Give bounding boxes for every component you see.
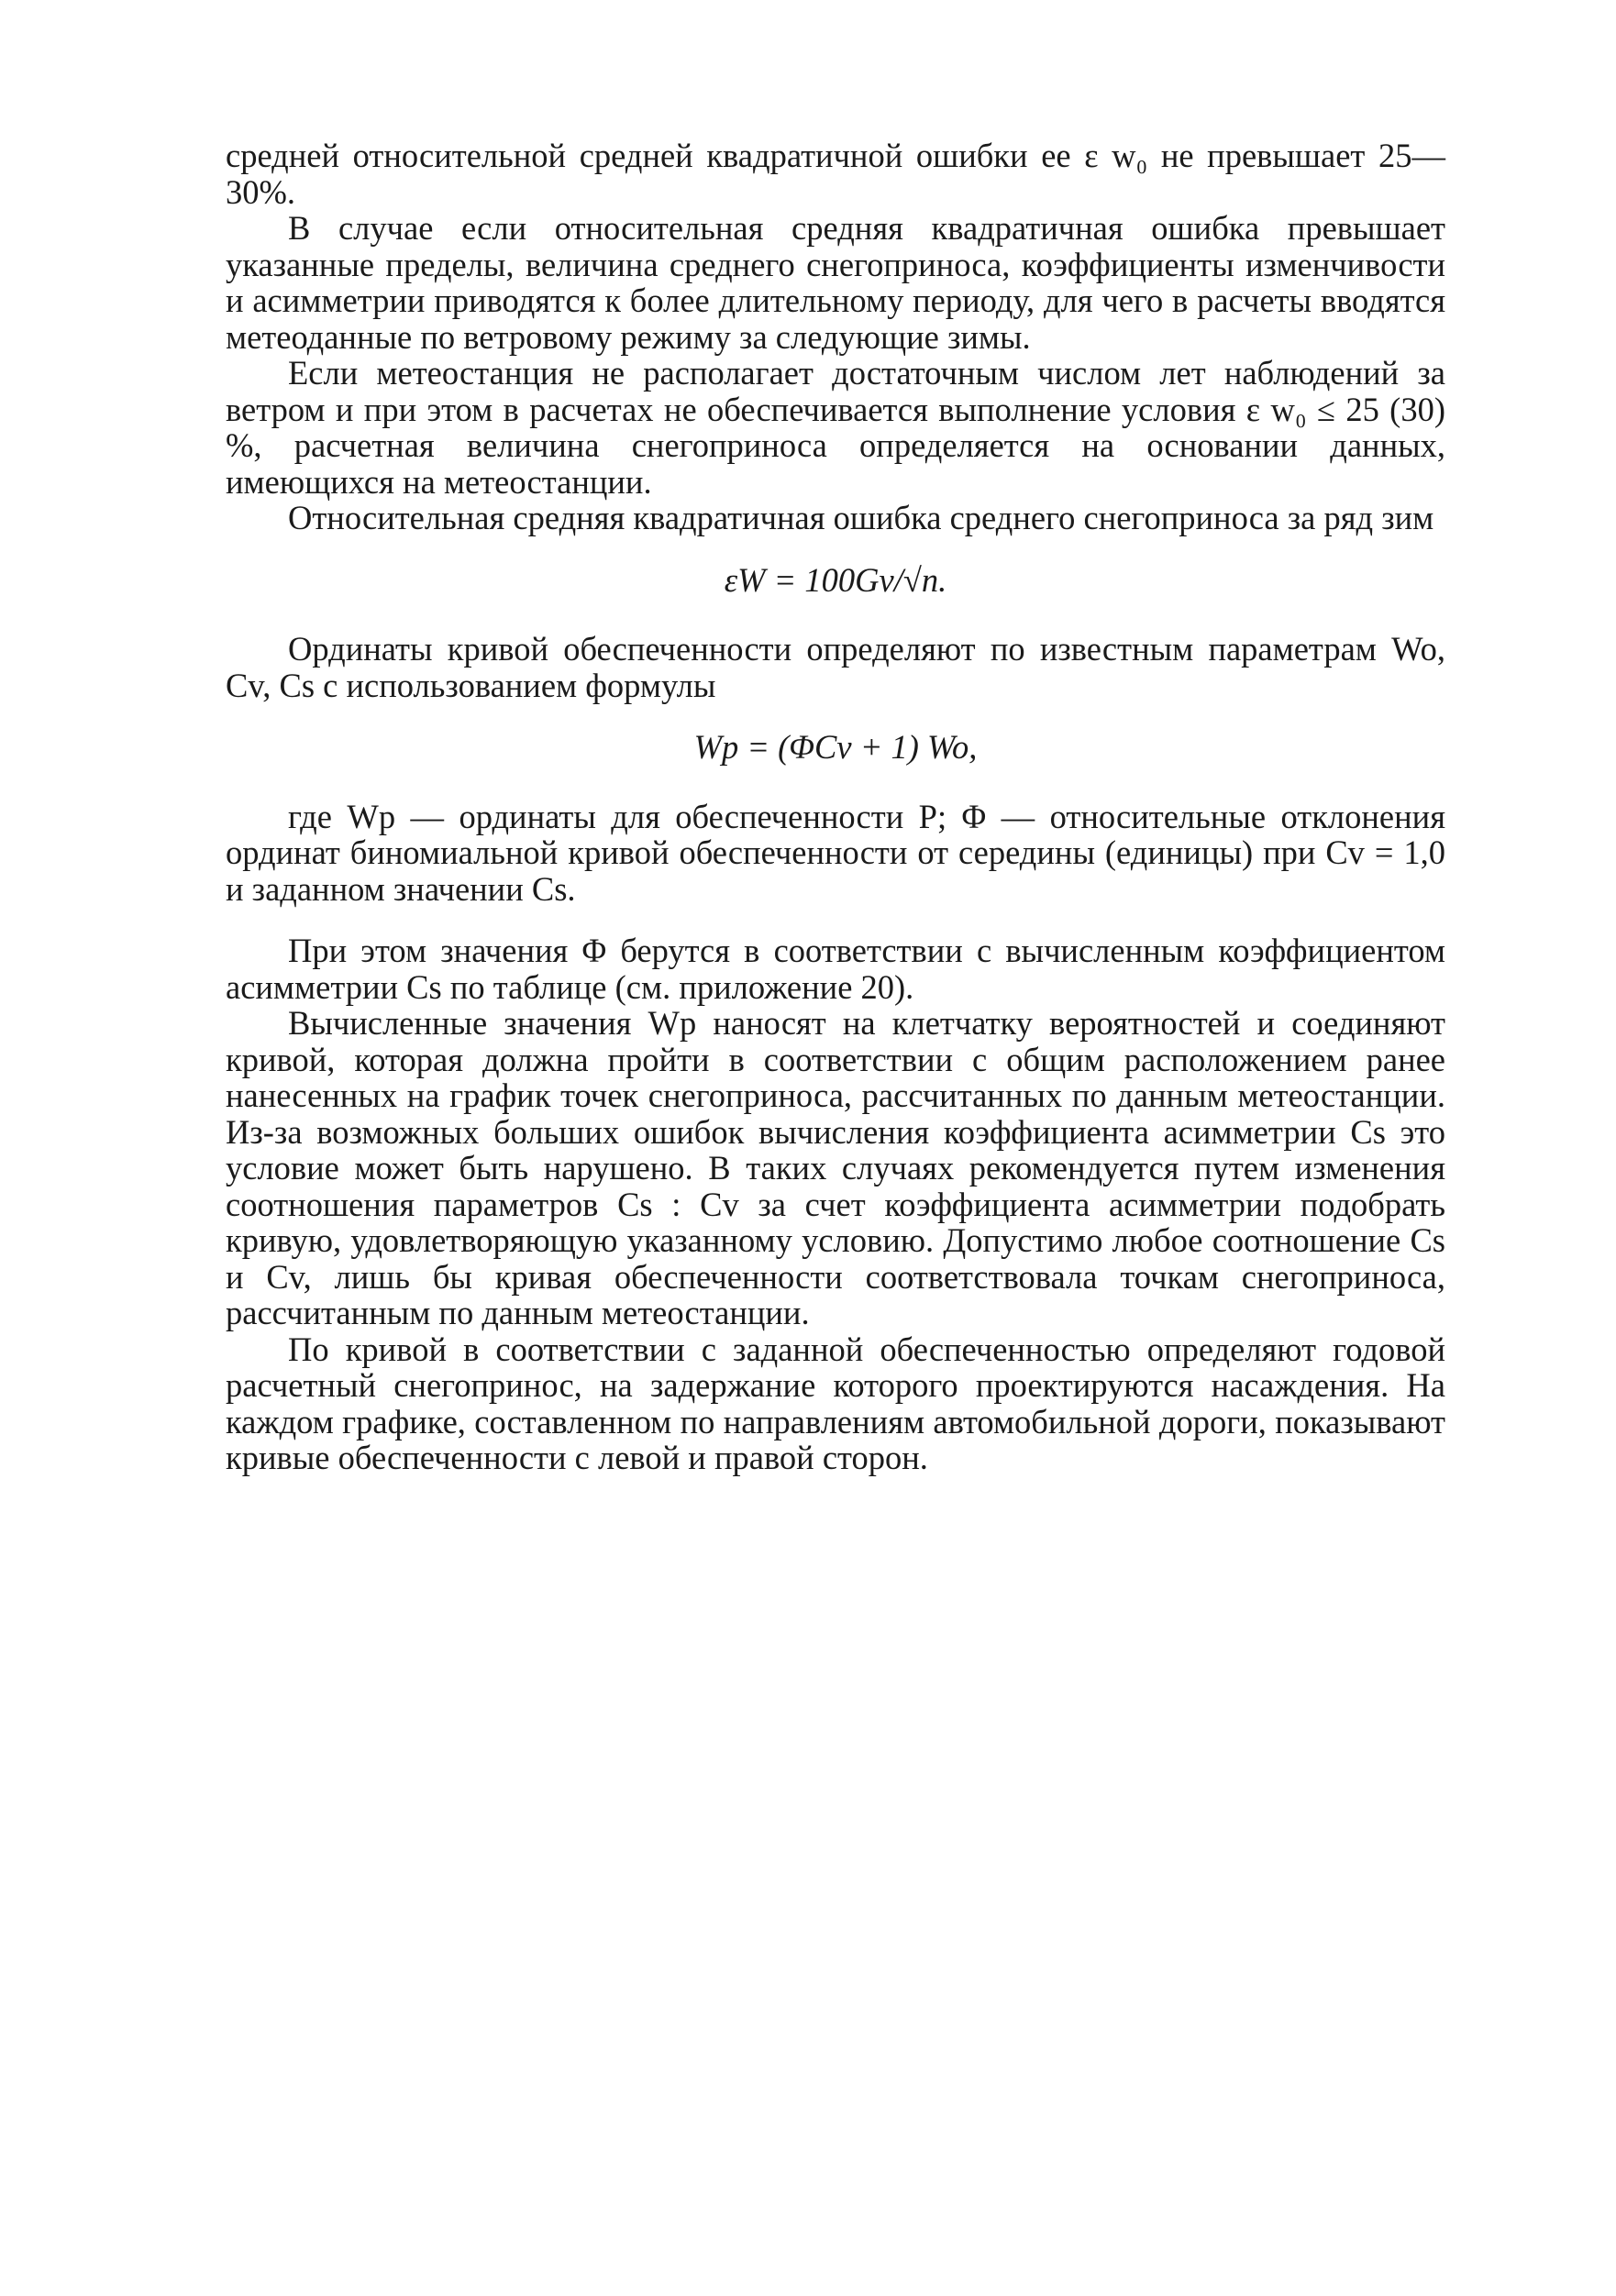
paragraph-6: где Wp — ординаты для обеспеченности P; Φ — относительные отклонения ординат биномиальной кривой обеспеченности от середины (единицы) при Cv = 1,0 и заданном значении Cs. (226, 797, 1445, 908)
paragraph-9: По кривой в соответствии с заданной обеспеченностью определяют годовой расчетный снегопринос, на задержание которого проектируются насаждения. На каждом графике, составленном по направлениям автомобильной дороги, показывают кривые обеспеченности с левой и правой сторон. (226, 1330, 1445, 1476)
document-page (226, 138, 1445, 1476)
formula-ordinates: Wp = (ΦCv + 1) Wo, (693, 728, 978, 766)
paragraph-8: Вычисленные значения Wp наносят на клетчатку вероятностей и соединяют кривой, которая должна пройти в соответствии с общим расположением ранее нанесенных на график точек снегоприноса, рассчитанных по данным метеостанции. Из-за возможных больших ошибок вычисления коэффициента асимметрии Cs это условие может быть нарушено. В таких случаях рекомендуется путем изменения соотношения параметров Cs : Cv за счет коэффициента асимметрии подобрать кривую, удовлетворяющую указанному условию. Допустимо любое соотношение Cs и Cv, лишь бы кривая обеспеченности соответствовала точкам снегоприноса, рассчитанным по данным метеостанции. (226, 1004, 1445, 1331)
formula-relative-error: εW = 100Gv/√n. (724, 560, 947, 599)
paragraph-1: средней относительной средней квадратичной ошибки ее ε w₀ не превышает 25—30%. (226, 137, 1445, 211)
paragraph-5: Ординаты кривой обеспеченности определяют по известным параметрам Wo, Cv, Cs с использованием формулы (226, 630, 1445, 704)
paragraph-2: В случае если относительная средняя квадратичная ошибка превышает указанные пределы, величина среднего снегоприноса, коэффициенты изменчивости и асимметрии приводятся к более длительному периоду, для чего в расчеты вводятся метеоданные по ветровому режиму за следующие зимы. (226, 209, 1445, 356)
paragraph-3: Если метеостанция не располагает достаточным числом лет наблюдений за ветром и при этом в расчетах не обеспечивается выполнение условия ε w₀ ≤ 25 (30) %, расчетная величина снегоприноса определяется на основании данных, имеющихся на метеостанции. (226, 354, 1445, 501)
paragraph-7: При этом значения Φ берутся в соответствии с вычисленным коэффициентом асимметрии Cs по таблице (см. приложение 20). (226, 932, 1445, 1006)
paragraph-4: Относительная средняя квадратичная ошибка среднего снегоприноса за ряд зим (288, 499, 1434, 536)
